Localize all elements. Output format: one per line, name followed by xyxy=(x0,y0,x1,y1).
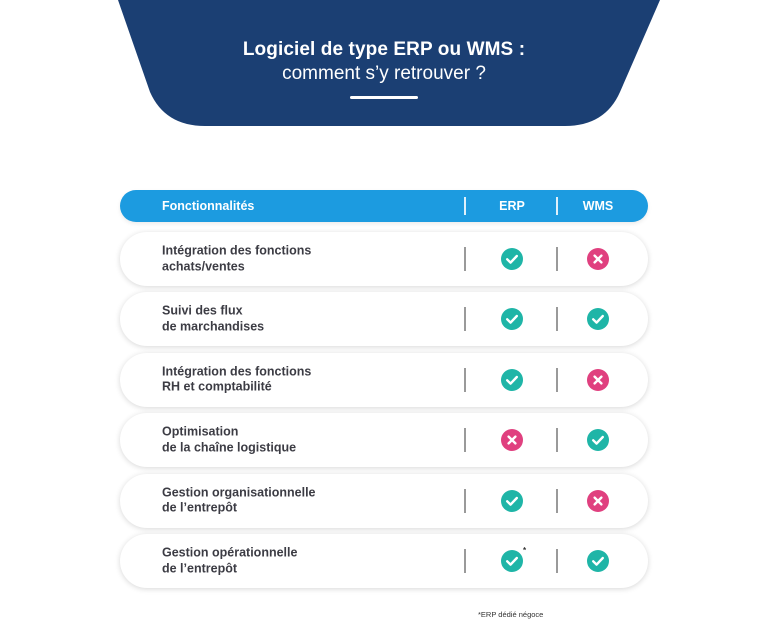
feature-label xyxy=(162,485,316,516)
feature-label-line2: de l’entrepôt xyxy=(162,561,238,575)
row-divider xyxy=(464,368,466,392)
page-subtitle: comment s’y retrouver ? xyxy=(282,63,486,84)
feature-label xyxy=(162,244,311,275)
feature-label-line2: RH et comptabilité xyxy=(162,379,272,394)
feature-label xyxy=(162,546,297,577)
page-title: Logiciel de type ERP ou WMS : xyxy=(242,39,526,60)
wms-cross-icon xyxy=(587,248,609,270)
feature-label xyxy=(162,364,311,395)
table-row xyxy=(120,232,648,286)
feature-label-line1: Optimisation xyxy=(162,424,239,439)
row-divider xyxy=(556,247,558,271)
row-divider xyxy=(556,549,558,573)
row-divider xyxy=(556,307,558,331)
table-header xyxy=(120,190,648,222)
erp-check-icon xyxy=(501,369,523,391)
feature-label-line2: de marchandises xyxy=(162,319,265,334)
erp-check-icon xyxy=(501,308,523,330)
row-divider xyxy=(464,247,466,271)
table-row xyxy=(120,353,648,407)
row-divider xyxy=(556,489,558,513)
feature-label xyxy=(162,304,264,335)
header-erp: ERP xyxy=(499,199,525,213)
table-row xyxy=(120,413,648,467)
wms-cross-icon xyxy=(587,369,609,391)
table-row xyxy=(120,292,648,346)
feature-label-line1: Intégration des fonctions xyxy=(162,364,312,379)
footnote: *ERP dédié négoce xyxy=(478,610,544,619)
header-divider xyxy=(556,197,558,215)
feature-label-line2: de la chaîne logistique xyxy=(162,440,297,455)
erp-check-icon xyxy=(501,248,523,270)
title-banner xyxy=(0,0,768,140)
table-row xyxy=(120,474,648,528)
row-divider xyxy=(556,428,558,452)
row-divider xyxy=(464,489,466,513)
feature-label xyxy=(162,425,296,456)
table-row xyxy=(120,534,648,588)
wms-check-icon xyxy=(587,550,609,572)
erp-cross-icon xyxy=(501,429,523,451)
feature-label-line2: de l’entrepôt xyxy=(162,500,238,515)
feature-label-line1: Gestion opérationnelle xyxy=(162,545,298,560)
feature-label-line1: Gestion organisationnelle xyxy=(162,485,316,500)
wms-check-icon xyxy=(587,308,609,330)
feature-label-line2: achats/ventes xyxy=(162,259,245,273)
title-underline xyxy=(350,96,418,99)
wms-check-icon xyxy=(587,429,609,451)
row-divider xyxy=(464,549,466,573)
erp-note-asterisk: * xyxy=(523,546,527,555)
erp-check-icon xyxy=(501,550,523,572)
feature-label-line1: Intégration des fonctions xyxy=(162,243,312,258)
row-divider xyxy=(464,428,466,452)
erp-check-icon xyxy=(501,490,523,512)
header-wms: WMS xyxy=(582,199,614,213)
row-divider xyxy=(556,368,558,392)
header-divider xyxy=(464,197,466,215)
header-features: Fonctionnalités xyxy=(162,199,255,213)
wms-cross-icon xyxy=(587,490,609,512)
feature-label-line1: Suivi des flux xyxy=(162,303,243,318)
row-divider xyxy=(464,307,466,331)
